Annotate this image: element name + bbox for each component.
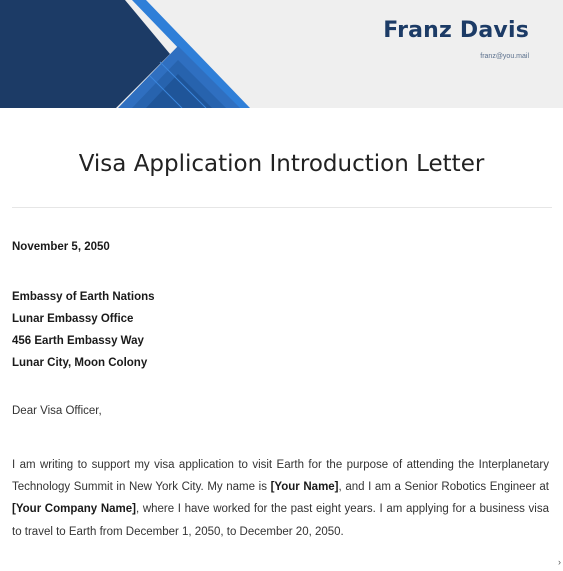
sender-name: Franz Davis bbox=[383, 18, 529, 43]
body-text: , where I have worked for the past eight years. I am applying for a business visa to travel to Earth from December 1, 2050, to December 20, 2050. bbox=[12, 503, 550, 538]
sender-email: franz@you.mail bbox=[480, 53, 529, 60]
address-line: Embassy of Earth Nations bbox=[12, 291, 155, 303]
address-line: Lunar Embassy Office bbox=[12, 313, 134, 325]
document-title: Visa Application Introduction Letter bbox=[78, 151, 485, 177]
body-text: , and I am a Senior Robotics Engineer at bbox=[338, 481, 549, 494]
page-corner-mark: › bbox=[558, 557, 561, 567]
address-line: 456 Earth Embassy Way bbox=[12, 335, 144, 347]
title-divider bbox=[12, 207, 552, 208]
header-decoration bbox=[0, 0, 563, 108]
recipient-address bbox=[12, 286, 549, 374]
letter-date: November 5, 2050 bbox=[12, 241, 110, 253]
placeholder-name: [Your Name] bbox=[270, 481, 339, 494]
body-text: I am writing to support my visa application to visit Earth for the purpose of attending the Interplanetary Technology Summit in New York City. My name is bbox=[12, 459, 549, 494]
placeholder-company: [Your Company Name] bbox=[12, 503, 136, 516]
letter-header bbox=[0, 0, 563, 108]
salutation: Dear Visa Officer, bbox=[12, 405, 102, 417]
address-line: Lunar City, Moon Colony bbox=[12, 357, 148, 369]
body-paragraph bbox=[12, 454, 549, 543]
